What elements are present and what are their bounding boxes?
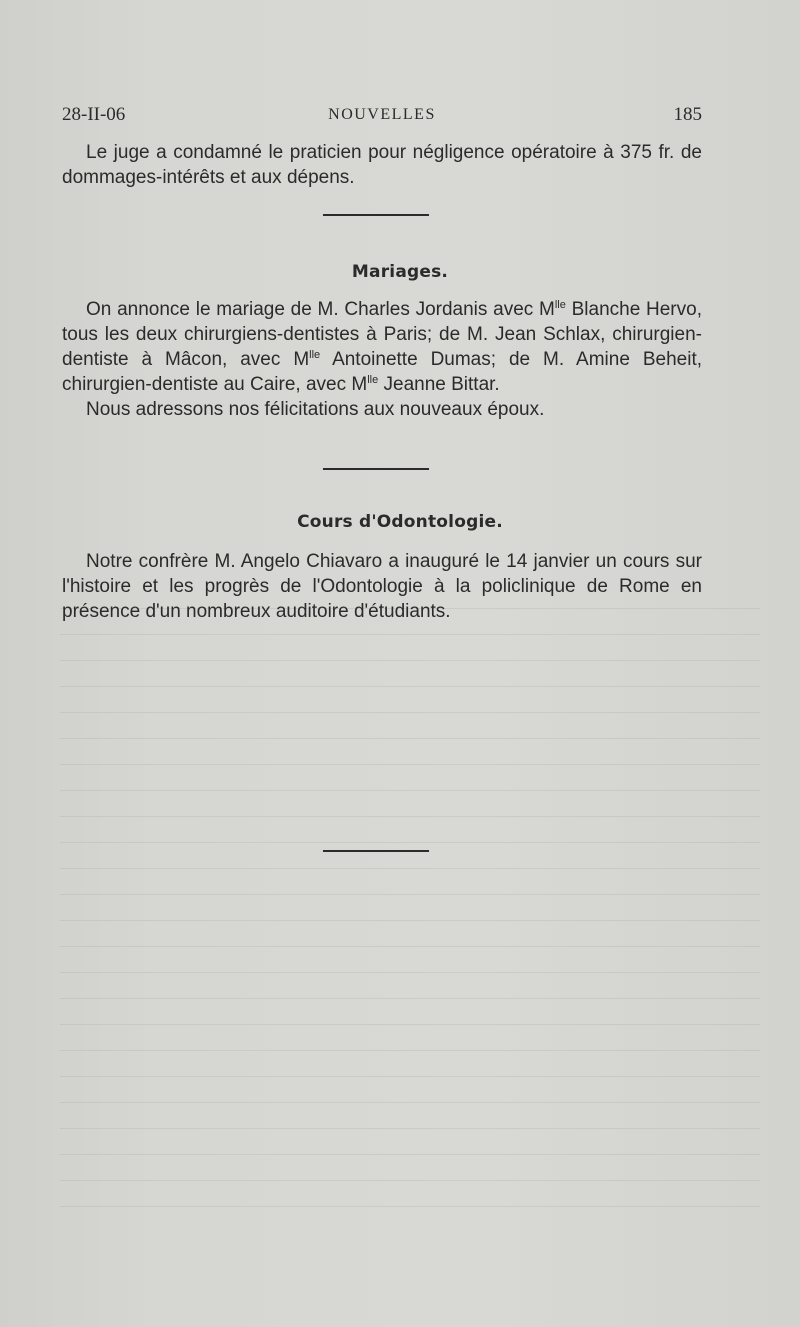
intro-paragraph: Le juge a condamné le praticien pour négligence opératoire à 375 fr. de dommages-intérêts et aux dépens. — [62, 142, 702, 188]
section-divider — [323, 468, 429, 470]
section-divider — [323, 850, 429, 852]
cours-block — [62, 549, 702, 624]
cours-paragraph: Notre confrère M. Angelo Chiavaro a inauguré le 14 janvier un cours sur l'histoire et les progrès de l'Odontologie à la policlinique de Rome en présence d'un nombreux auditoire d'étudiants. — [62, 551, 702, 622]
page-header — [62, 104, 702, 134]
header-date: 28-II-06 — [62, 104, 126, 125]
header-page-number: 185 — [673, 104, 702, 125]
mariages-paragraph: On annonce le mariage de M. Charles Jordanis avec $M^{lle}$ Blanche Hervo, tous les deux chirurgiens-dentistes à Paris; de M. Jean Schlax, chirurgien-dentiste à Mâcon, avec $M^{lle}$ Antoinette Dumas; de M. Amine Beheit, chirurgien-dentiste au Caire, avec $M^{lle}$ Jeanne Bittar. — [62, 299, 702, 395]
section-title-mariages: Mariages. — [351, 262, 449, 282]
header-section: NOUVELLES — [328, 106, 436, 123]
intro-block — [62, 140, 702, 190]
section-divider — [323, 214, 429, 216]
bleed-through-texture — [60, 600, 760, 1207]
felicitations-paragraph: Nous adressons nos félicitations aux nouveaux époux. — [86, 399, 545, 420]
section-title-cours: Cours d'Odontologie. — [297, 512, 503, 532]
mariages-block — [62, 297, 702, 422]
